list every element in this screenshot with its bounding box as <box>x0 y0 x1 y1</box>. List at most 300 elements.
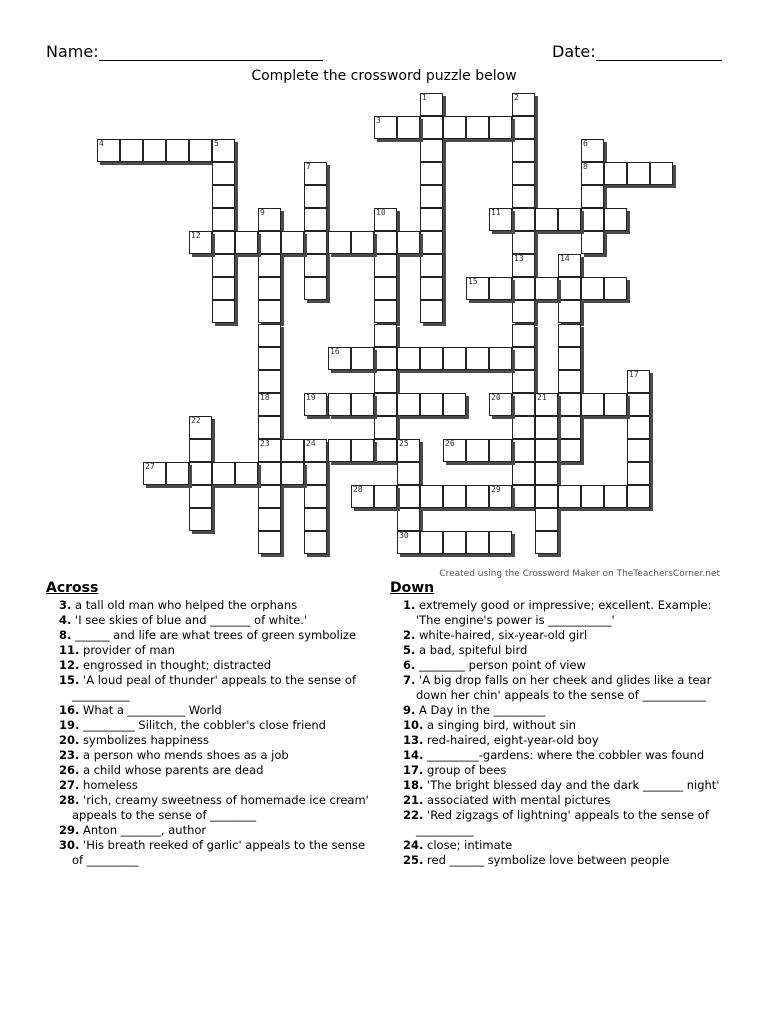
clue-number: 14. <box>403 748 424 762</box>
clue-number: 17. <box>403 763 424 777</box>
clue-number: 4. <box>59 613 72 627</box>
grid-cell[interactable] <box>420 347 443 370</box>
grid-cell[interactable] <box>281 231 304 254</box>
clue-number: 12. <box>59 658 80 672</box>
grid-cell[interactable] <box>304 531 327 554</box>
clue-number: 26. <box>59 763 80 777</box>
grid-cell[interactable] <box>212 254 235 277</box>
grid-cell[interactable] <box>189 416 212 439</box>
grid-cell[interactable] <box>420 185 443 208</box>
grid-cell[interactable] <box>397 393 420 416</box>
clue-number: 22. <box>403 808 424 822</box>
grid-cell[interactable] <box>258 231 281 254</box>
grid-cell[interactable] <box>512 254 535 277</box>
grid-cell[interactable] <box>374 370 397 393</box>
grid-cell[interactable] <box>558 254 581 277</box>
grid-cell[interactable] <box>558 370 581 393</box>
across-clue <box>59 823 376 838</box>
grid-cell[interactable] <box>489 485 512 508</box>
across-clue <box>59 718 376 733</box>
grid-cell[interactable] <box>351 393 374 416</box>
grid-cell[interactable] <box>466 347 489 370</box>
grid-cell[interactable] <box>258 347 281 370</box>
credit-line: Created using the Crossword Maker on TheTeachersCorner.net <box>439 569 720 579</box>
grid-cell[interactable] <box>258 485 281 508</box>
grid-cell[interactable] <box>443 485 466 508</box>
clue-text: symbolizes happiness <box>79 733 209 747</box>
grid-cell[interactable] <box>489 116 512 139</box>
grid-cell[interactable] <box>281 439 304 462</box>
clue-text: 'His breath reeked of garlic' appeals to the sense of _________ <box>72 838 366 867</box>
grid-cell[interactable] <box>512 439 535 462</box>
grid-cell[interactable] <box>443 531 466 554</box>
grid-cell[interactable] <box>443 347 466 370</box>
grid-cell[interactable] <box>212 162 235 185</box>
across-clue <box>59 838 376 868</box>
grid-cell[interactable] <box>258 508 281 531</box>
grid-cell[interactable] <box>581 231 604 254</box>
clue-number: 3. <box>59 598 72 612</box>
grid-cell[interactable] <box>627 162 650 185</box>
grid-cell[interactable] <box>466 531 489 554</box>
clue-number: 19. <box>59 718 80 732</box>
grid-cell[interactable] <box>627 416 650 439</box>
grid-cell[interactable] <box>212 462 235 485</box>
clue-number-label: 3 <box>376 116 381 125</box>
grid-cell[interactable] <box>258 300 281 323</box>
clue-number: 23. <box>59 748 80 762</box>
grid-cell[interactable] <box>397 508 420 531</box>
grid-cell[interactable] <box>512 393 535 416</box>
clue-number-label: 6 <box>583 139 588 148</box>
grid-cell[interactable] <box>627 485 650 508</box>
clue-text: _________-gardens: where the cobbler was found <box>423 748 705 762</box>
clue-text: 'Red zigzags of lightning' appeals to the sense of __________ <box>416 808 709 837</box>
grid-cell[interactable] <box>212 208 235 231</box>
grid-cell[interactable] <box>166 139 189 162</box>
grid-cell[interactable] <box>466 485 489 508</box>
down-clue <box>403 703 720 718</box>
grid-cell[interactable] <box>212 277 235 300</box>
clue-number-label: 1 <box>422 93 427 102</box>
grid-cell[interactable] <box>120 139 143 162</box>
grid-cell[interactable] <box>535 439 558 462</box>
grid-cell[interactable] <box>212 185 235 208</box>
grid-cell[interactable] <box>258 277 281 300</box>
grid-cell[interactable] <box>351 347 374 370</box>
grid-cell[interactable] <box>443 393 466 416</box>
down-clue <box>403 658 720 673</box>
clue-text: A Day in the _________ <box>415 703 546 717</box>
grid-cell[interactable] <box>189 439 212 462</box>
grid-cell[interactable] <box>374 416 397 439</box>
grid-cell[interactable] <box>512 462 535 485</box>
grid-cell[interactable] <box>443 116 466 139</box>
clue-text: a tall old man who helped the orphans <box>71 598 298 612</box>
grid-cell[interactable] <box>304 393 327 416</box>
grid-cell[interactable] <box>351 231 374 254</box>
grid-cell[interactable] <box>604 162 627 185</box>
grid-cell[interactable] <box>535 416 558 439</box>
clue-number-label: 12 <box>191 231 201 240</box>
down-clue <box>403 793 720 808</box>
grid-cell[interactable] <box>604 393 627 416</box>
across-clue <box>59 628 376 643</box>
down-clue <box>403 733 720 748</box>
grid-cell[interactable] <box>258 439 281 462</box>
grid-cell[interactable] <box>328 231 351 254</box>
clue-number-label: 22 <box>191 416 201 425</box>
grid-cell[interactable] <box>189 139 212 162</box>
clue-number: 30. <box>59 838 80 852</box>
clue-number-label: 25 <box>399 439 409 448</box>
grid-cell[interactable] <box>535 208 558 231</box>
grid-cell[interactable] <box>489 208 512 231</box>
clue-number: 1. <box>403 598 416 612</box>
grid-cell[interactable] <box>374 208 397 231</box>
clue-number-label: 16 <box>330 347 340 356</box>
grid-cell[interactable] <box>212 300 235 323</box>
grid-cell[interactable] <box>397 531 420 554</box>
grid-cell[interactable] <box>535 462 558 485</box>
grid-cell[interactable] <box>304 462 327 485</box>
clue-number-label: 21 <box>537 393 547 402</box>
across-clues <box>46 581 376 868</box>
grid-cell[interactable] <box>304 277 327 300</box>
grid-cell[interactable] <box>581 485 604 508</box>
clue-number-label: 26 <box>445 439 455 448</box>
clue-text: a child whose parents are dead <box>79 763 264 777</box>
grid-cell[interactable] <box>304 254 327 277</box>
grid-cell[interactable] <box>374 300 397 323</box>
grid-cell[interactable] <box>351 485 374 508</box>
grid-cell[interactable] <box>212 231 235 254</box>
grid-cell[interactable] <box>627 393 650 416</box>
grid-cell[interactable] <box>420 93 443 116</box>
clue-text: 'rich, creamy sweetness of homemade ice cream' appeals to the sense of ________ <box>72 793 369 822</box>
clue-number: 11. <box>59 643 80 657</box>
grid-cell[interactable] <box>512 416 535 439</box>
down-clue <box>403 778 720 793</box>
clue-text: red-haired, eight-year-old boy <box>423 733 599 747</box>
across-clue <box>59 643 376 658</box>
grid-cell[interactable] <box>466 116 489 139</box>
clue-text: close; intimate <box>423 838 513 852</box>
grid-cell[interactable] <box>535 508 558 531</box>
grid-cell[interactable] <box>420 139 443 162</box>
grid-cell[interactable] <box>581 139 604 162</box>
grid-cell[interactable] <box>304 508 327 531</box>
clue-text: _________ Silitch, the cobbler's close friend <box>79 718 326 732</box>
grid-cell[interactable] <box>420 485 443 508</box>
across-clue <box>59 613 376 628</box>
grid-cell[interactable] <box>512 231 535 254</box>
grid-cell[interactable] <box>374 116 397 139</box>
down-clue <box>403 598 720 628</box>
clue-number-label: 17 <box>629 370 639 379</box>
grid-cell[interactable] <box>258 462 281 485</box>
grid-cell[interactable] <box>420 393 443 416</box>
clue-text: group of bees <box>423 763 507 777</box>
grid-cell[interactable] <box>627 370 650 393</box>
clue-text: Anton _______, author <box>79 823 207 837</box>
clue-number-label: 13 <box>514 254 524 263</box>
grid-cell[interactable] <box>304 485 327 508</box>
grid-cell[interactable] <box>420 162 443 185</box>
clue-number-label: 18 <box>260 393 270 402</box>
down-clue <box>403 763 720 778</box>
clue-number: 9. <box>403 703 416 717</box>
grid-cell[interactable] <box>420 116 443 139</box>
grid-cell[interactable] <box>558 347 581 370</box>
name-field <box>46 42 323 61</box>
grid-cell[interactable] <box>535 485 558 508</box>
grid-cell[interactable] <box>535 277 558 300</box>
grid-cell[interactable] <box>374 485 397 508</box>
clue-number: 6. <box>403 658 416 672</box>
grid-cell[interactable] <box>489 531 512 554</box>
name-line[interactable] <box>99 44 323 61</box>
grid-cell[interactable] <box>235 231 258 254</box>
grid-cell[interactable] <box>420 300 443 323</box>
grid-cell[interactable] <box>304 231 327 254</box>
grid-cell[interactable] <box>304 185 327 208</box>
grid-cell[interactable] <box>558 416 581 439</box>
clue-text: ________ person point of view <box>415 658 586 672</box>
down-clue <box>403 628 720 643</box>
clue-text: extremely good or impressive; excellent. Example: 'The engine's power is ___________' <box>415 598 712 627</box>
grid-cell[interactable] <box>304 162 327 185</box>
grid-cell[interactable] <box>512 116 535 139</box>
across-clue <box>59 778 376 793</box>
grid-cell[interactable] <box>166 462 189 485</box>
grid-cell[interactable] <box>97 139 120 162</box>
grid-cell[interactable] <box>420 231 443 254</box>
grid-cell[interactable] <box>512 93 535 116</box>
grid-cell[interactable] <box>258 254 281 277</box>
grid-cell[interactable] <box>512 370 535 393</box>
grid-cell[interactable] <box>581 208 604 231</box>
down-list <box>390 598 720 868</box>
grid-cell[interactable] <box>489 347 512 370</box>
grid-cell[interactable] <box>581 162 604 185</box>
date-label: Date: <box>552 42 596 61</box>
grid-cell[interactable] <box>374 254 397 277</box>
grid-cell[interactable] <box>512 485 535 508</box>
clue-number: 29. <box>59 823 80 837</box>
down-clue <box>403 748 720 763</box>
grid-cell[interactable] <box>650 162 673 185</box>
clue-number: 16. <box>59 703 80 717</box>
grid-cell[interactable] <box>143 139 166 162</box>
across-clue <box>59 733 376 748</box>
grid-cell[interactable] <box>328 393 351 416</box>
grid-cell[interactable] <box>512 208 535 231</box>
grid-cell[interactable] <box>558 439 581 462</box>
clue-text: engrossed in thought; distracted <box>79 658 272 672</box>
clue-number: 20. <box>59 733 80 747</box>
across-heading: Across <box>46 580 99 596</box>
grid-cell[interactable] <box>143 462 166 485</box>
down-clue <box>403 673 720 703</box>
clue-number: 25. <box>403 853 424 867</box>
grid-cell[interactable] <box>235 462 258 485</box>
clue-number-label: 5 <box>214 139 219 148</box>
clue-text: a bad, spiteful bird <box>415 643 528 657</box>
clue-number-label: 9 <box>260 208 265 217</box>
clue-number-label: 29 <box>491 485 501 494</box>
clue-number: 28. <box>59 793 80 807</box>
grid-cell[interactable] <box>535 393 558 416</box>
across-clue <box>59 748 376 763</box>
grid-cell[interactable] <box>581 277 604 300</box>
clue-text: What a __________ World <box>79 703 222 717</box>
grid-cell[interactable] <box>258 393 281 416</box>
grid-cell[interactable] <box>189 462 212 485</box>
across-clue <box>59 703 376 718</box>
grid-cell[interactable] <box>558 300 581 323</box>
grid-cell[interactable] <box>374 393 397 416</box>
grid-cell[interactable] <box>397 462 420 485</box>
date-line[interactable] <box>596 44 722 61</box>
clue-number: 13. <box>403 733 424 747</box>
across-clue <box>59 673 376 703</box>
grid-cell[interactable] <box>558 324 581 347</box>
grid-cell[interactable] <box>351 439 374 462</box>
clue-text: white-haired, six-year-old girl <box>415 628 588 642</box>
grid-cell[interactable] <box>581 185 604 208</box>
grid-cell[interactable] <box>581 393 604 416</box>
grid-cell[interactable] <box>397 347 420 370</box>
clue-number: 18. <box>403 778 424 792</box>
grid-cell[interactable] <box>397 439 420 462</box>
grid-cell[interactable] <box>627 439 650 462</box>
clue-number: 24. <box>403 838 424 852</box>
grid-cell[interactable] <box>466 439 489 462</box>
clue-text: associated with mental pictures <box>423 793 611 807</box>
grid-cell[interactable] <box>304 439 327 462</box>
clue-number: 5. <box>403 643 416 657</box>
clue-number-label: 10 <box>376 208 386 217</box>
grid-cell[interactable] <box>489 393 512 416</box>
clue-number-label: 14 <box>560 254 570 263</box>
grid-cell[interactable] <box>512 300 535 323</box>
grid-cell[interactable] <box>512 277 535 300</box>
across-clue <box>59 793 376 823</box>
grid-cell[interactable] <box>374 231 397 254</box>
clue-number-label: 28 <box>353 485 363 494</box>
across-list <box>46 598 376 868</box>
clue-number-label: 23 <box>260 439 270 448</box>
clue-number: 15. <box>59 673 80 687</box>
grid-cell[interactable] <box>558 485 581 508</box>
grid-cell[interactable] <box>304 208 327 231</box>
down-clue <box>403 643 720 658</box>
grid-cell[interactable] <box>258 531 281 554</box>
grid-cell[interactable] <box>604 208 627 231</box>
grid-cell[interactable] <box>281 462 304 485</box>
grid-cell[interactable] <box>512 347 535 370</box>
down-clues <box>390 581 720 868</box>
grid-cell[interactable] <box>374 324 397 347</box>
grid-cell[interactable] <box>558 393 581 416</box>
clue-text: 'The bright blessed day and the dark _______ night' <box>423 778 720 792</box>
grid-cell[interactable] <box>397 485 420 508</box>
clue-text: ______ and life are what trees of green symbolize <box>71 628 357 642</box>
grid-cell[interactable] <box>512 324 535 347</box>
grid-cell[interactable] <box>374 277 397 300</box>
down-heading: Down <box>390 580 435 596</box>
grid-cell[interactable] <box>374 439 397 462</box>
clue-text: 'A loud peal of thunder' appeals to the sense of __________ <box>72 673 356 702</box>
grid-cell[interactable] <box>258 370 281 393</box>
grid-cell[interactable] <box>258 208 281 231</box>
clue-number: 8. <box>59 628 72 642</box>
clue-text: red ______ symbolize love between people <box>423 853 670 867</box>
grid-cell[interactable] <box>604 277 627 300</box>
grid-cell[interactable] <box>489 277 512 300</box>
clue-number-label: 15 <box>468 277 478 286</box>
grid-cell[interactable] <box>489 439 512 462</box>
clue-text: provider of man <box>79 643 175 657</box>
grid-cell[interactable] <box>189 508 212 531</box>
grid-cell[interactable] <box>466 277 489 300</box>
grid-cell[interactable] <box>420 277 443 300</box>
grid-cell[interactable] <box>535 531 558 554</box>
grid-cell[interactable] <box>420 254 443 277</box>
clue-number: 2. <box>403 628 416 642</box>
name-label: Name: <box>46 42 99 61</box>
grid-cell[interactable] <box>328 439 351 462</box>
grid-cell[interactable] <box>604 485 627 508</box>
across-clue <box>59 598 376 613</box>
grid-cell[interactable] <box>512 162 535 185</box>
grid-cell[interactable] <box>258 416 281 439</box>
instruction-text: Complete the crossword puzzle below <box>251 68 517 84</box>
clue-text: 'I see skies of blue and _______ of white.' <box>71 613 308 627</box>
grid-cell[interactable] <box>397 231 420 254</box>
grid-cell[interactable] <box>420 531 443 554</box>
clue-number: 10. <box>403 718 424 732</box>
clue-number-label: 20 <box>491 393 501 402</box>
grid-cell[interactable] <box>328 347 351 370</box>
date-field <box>552 42 722 61</box>
grid-cell[interactable] <box>397 116 420 139</box>
grid-cell[interactable] <box>443 439 466 462</box>
grid-cell[interactable] <box>420 208 443 231</box>
clue-number-label: 4 <box>99 139 104 148</box>
grid-cell[interactable] <box>627 462 650 485</box>
clue-number: 21. <box>403 793 424 807</box>
clue-number-label: 27 <box>145 462 155 471</box>
grid-cell[interactable] <box>374 347 397 370</box>
clue-number-label: 30 <box>399 531 409 540</box>
grid-cell[interactable] <box>189 485 212 508</box>
grid-cell[interactable] <box>258 324 281 347</box>
grid-cell[interactable] <box>512 139 535 162</box>
clue-number: 27. <box>59 778 80 792</box>
clue-text: homeless <box>79 778 138 792</box>
grid-cell[interactable] <box>558 277 581 300</box>
grid-cell[interactable] <box>512 185 535 208</box>
clue-number-label: 11 <box>491 208 501 217</box>
across-clue <box>59 763 376 778</box>
grid-cell[interactable] <box>212 139 235 162</box>
grid-cell[interactable] <box>558 208 581 231</box>
grid-cell[interactable] <box>189 231 212 254</box>
down-clue <box>403 838 720 853</box>
clue-text: a singing bird, without sin <box>423 718 576 732</box>
